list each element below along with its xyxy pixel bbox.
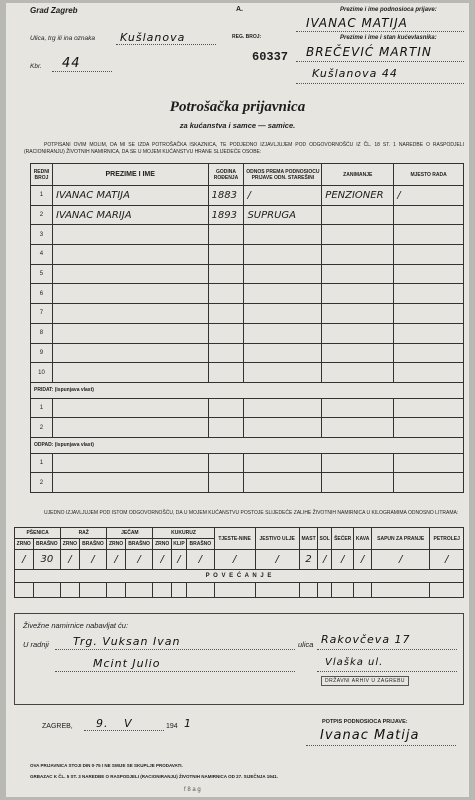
empty-cell xyxy=(52,418,208,438)
sub-jecam-brasno: BRAŠNO xyxy=(125,539,153,550)
price-note: OVA PRIJAVNICA STOJI DIN 0·75 I NE SMIJE SE SKUPLJE PRODAVATI. xyxy=(30,763,183,768)
group-secer: ŠEĆER xyxy=(332,528,354,550)
person-row xyxy=(31,205,464,225)
person-job xyxy=(322,304,394,324)
supply-value: / xyxy=(187,550,215,570)
sub-kukuruz-zrno: ZRNO xyxy=(153,539,172,550)
form-page xyxy=(6,3,469,797)
group-jecam: JEČAM xyxy=(107,528,153,539)
empty-cell xyxy=(244,453,322,473)
supply-value: / xyxy=(61,550,80,570)
person-row xyxy=(31,343,464,363)
sign-label: POTPIS PODNOSIOCA PRIJAVE: xyxy=(322,719,408,725)
shop1-underline xyxy=(55,649,295,650)
empty-cell xyxy=(322,453,394,473)
person-relation xyxy=(244,363,322,383)
group-psenica: PŠENICA xyxy=(15,528,61,539)
street-value: Kušlanova xyxy=(120,31,186,44)
col-header-place: MJESTO RADA xyxy=(394,164,464,186)
empty-cell xyxy=(394,398,464,418)
povecanje-label: P O V E Ć A N J E xyxy=(15,570,464,583)
person-place xyxy=(394,205,464,225)
person-name: IVANAC MATIJA xyxy=(52,186,208,206)
supply-value: / xyxy=(125,550,153,570)
empty-cell xyxy=(208,398,244,418)
group-petrolej: PETROLEJ xyxy=(430,528,464,550)
person-name xyxy=(52,363,208,383)
empty-cell xyxy=(52,473,208,493)
grocery-box xyxy=(14,613,464,705)
empty-cell xyxy=(208,453,244,473)
supplies-intro: UJEDNO IZJAVLJUJEM POD ISTOM ODGOVORNOŠĆU, DA U MOJEM KUĆANSTVU POSTOJE SLIJEDEĆE ZALIHE ŽIVOTNIH NAMIRNICA U KILOGRAMIMA ODNOSNO LITRAMA: xyxy=(44,510,459,516)
archive-stamp: DRŽAVNI ARHIV U ZAGREBU xyxy=(321,676,409,686)
section-pridat-label: PRIDAT: (ispunjava vlast) xyxy=(31,382,464,398)
person-no: 9 xyxy=(31,343,53,363)
person-relation xyxy=(244,225,322,245)
signature: Ivanac Matija xyxy=(320,728,420,743)
group-sapun: SAPUN ZA PRANJE xyxy=(371,528,430,550)
empty-cell xyxy=(394,453,464,473)
sub-raz-zrno: ZRNO xyxy=(61,539,80,550)
street1-underline xyxy=(317,649,457,650)
person-relation xyxy=(244,323,322,343)
person-job xyxy=(322,284,394,304)
person-row xyxy=(31,245,464,265)
person-no: 1 xyxy=(31,186,53,206)
empty-cell xyxy=(322,418,394,438)
empty-cell xyxy=(394,418,464,438)
owner-address-underline xyxy=(296,83,464,84)
group-sol: SOL xyxy=(318,528,332,550)
group-ulje: JESTIVO ULJE xyxy=(255,528,299,550)
empty-cell xyxy=(52,453,208,473)
owner-label: Prezime i ime i stan kućevlasnika: xyxy=(340,35,437,41)
row-no: 2 xyxy=(31,473,53,493)
section-odpad-label: ODPAD: (ispunjava vlast) xyxy=(31,437,464,453)
sub-psenica-zrno: ZRNO xyxy=(15,539,34,550)
person-year xyxy=(208,245,244,265)
person-relation: / xyxy=(244,186,322,206)
supplies-values-row xyxy=(15,550,464,570)
person-place xyxy=(394,363,464,383)
person-year xyxy=(208,284,244,304)
person-no: 4 xyxy=(31,245,53,265)
person-no: 5 xyxy=(31,264,53,284)
person-job xyxy=(322,205,394,225)
person-place xyxy=(394,264,464,284)
place-label: ZAGREB, xyxy=(42,723,73,730)
person-no: 7 xyxy=(31,304,53,324)
applicant-label: Prezime i ime podnosioca prijave: xyxy=(340,7,437,13)
sub-raz-brasno: BRAŠNO xyxy=(79,539,107,550)
pridat-row xyxy=(31,418,464,438)
person-no: 2 xyxy=(31,205,53,225)
persons-header-row xyxy=(31,164,464,186)
odpad-row xyxy=(31,453,464,473)
person-relation xyxy=(244,304,322,324)
person-name xyxy=(52,323,208,343)
person-name xyxy=(52,343,208,363)
signature-underline xyxy=(306,745,456,746)
person-year xyxy=(208,323,244,343)
bottom-stamp: f 8 a g xyxy=(184,787,201,793)
empty-cell xyxy=(244,473,322,493)
person-job xyxy=(322,225,394,245)
applicant-underline xyxy=(296,31,464,32)
supply-value: 30 xyxy=(33,550,61,570)
supply-value: / xyxy=(354,550,372,570)
reg-label: REG. BROJ: xyxy=(232,34,262,40)
person-row xyxy=(31,363,464,383)
empty-cell xyxy=(322,398,394,418)
person-job xyxy=(322,343,394,363)
supply-value: / xyxy=(214,550,255,570)
person-no: 3 xyxy=(31,225,53,245)
empty-cell xyxy=(208,473,244,493)
supply-value: / xyxy=(255,550,299,570)
empty-cell xyxy=(52,398,208,418)
supply-value: / xyxy=(371,550,430,570)
street2-value: Vlaška ul. xyxy=(325,657,384,668)
person-year xyxy=(208,304,244,324)
col-header-no: REDNI BROJ xyxy=(31,164,53,186)
reg-value: 60337 xyxy=(252,50,289,64)
letter-a: A. xyxy=(236,6,243,13)
col-header-year: GODINA ROĐENJA xyxy=(208,164,244,186)
sub-jecam-zrno: ZRNO xyxy=(107,539,126,550)
person-name xyxy=(52,245,208,265)
row-no: 1 xyxy=(31,453,53,473)
person-name xyxy=(52,304,208,324)
form-title: Potrošačka prijavnica xyxy=(169,99,306,115)
col-header-relation: ODNOS PREMA PODNOSIOCU PRIJAVE ODN. STAREŠINI xyxy=(244,164,322,186)
date-day: 9. xyxy=(96,717,109,730)
house-no-value: 44 xyxy=(62,56,81,71)
sub-psenica-brasno: BRAŠNO xyxy=(33,539,61,550)
applicant-value: IVANAC MATIJA xyxy=(306,16,408,30)
person-no: 10 xyxy=(31,363,53,383)
group-tjestenine: TJESTE-NINE xyxy=(214,528,255,550)
supply-value: / xyxy=(332,550,354,570)
persons-table xyxy=(30,163,464,493)
row-no: 1 xyxy=(31,398,53,418)
supplies-group-row xyxy=(15,528,464,539)
pridat-row xyxy=(31,398,464,418)
person-relation: SUPRUGA xyxy=(244,205,322,225)
person-relation xyxy=(244,284,322,304)
supply-value: / xyxy=(15,550,34,570)
shop2-underline xyxy=(55,671,295,672)
person-row xyxy=(31,323,464,343)
person-year: 1893 xyxy=(208,205,244,225)
supply-value: / xyxy=(171,550,186,570)
city-label: Grad Zagreb xyxy=(30,6,78,15)
empty-cell xyxy=(208,418,244,438)
odpad-row xyxy=(31,473,464,493)
year-suffix: 1 xyxy=(184,717,192,730)
person-row xyxy=(31,225,464,245)
person-job xyxy=(322,323,394,343)
person-row xyxy=(31,186,464,206)
intro-text: POTPISANI OVIM MOLIM, DA MI SE IZDA POTROŠAČKA ISKAZNICA, TE PODJEDNO IZJAVLJUJEM POD ODGOVORNOŠĆU IZ ČL. 18 ST. 1 NAREDBE O RASPODJELI (RACIONIRANJU) ŽIVOTNIH NAMIRNICA, DA SE U MOJEM KUĆANSTVU HRANE SLIJEDEĆE OSOBE: xyxy=(24,142,464,155)
person-year xyxy=(208,343,244,363)
person-place xyxy=(394,284,464,304)
povecanje-row xyxy=(15,570,464,583)
supply-value: / xyxy=(430,550,464,570)
col-header-job: ZANIMANJE xyxy=(322,164,394,186)
person-place xyxy=(394,304,464,324)
sub-kukuruz-brasno: BRAŠNO xyxy=(187,539,215,550)
supply-value: / xyxy=(318,550,332,570)
street-label-1: ulica xyxy=(298,640,314,649)
person-place xyxy=(394,245,464,265)
section-pridat-row xyxy=(31,382,464,398)
person-no: 8 xyxy=(31,323,53,343)
person-name xyxy=(52,264,208,284)
regulation-note: GRBAZAC K ČL. 5 ST. 3 NAREDBE O RASPODJELI (RACIONIRANJU) ŽIVOTNIH NAMIRNICA OD 27. SIJEČNJA 1941. xyxy=(30,774,278,779)
person-year xyxy=(208,225,244,245)
form-subtitle: za kućanstva i samce — samice. xyxy=(179,121,296,130)
owner-value: BREČEVIĆ MARTIN xyxy=(306,45,432,59)
sub-kukuruz-klip: KLIP xyxy=(171,539,186,550)
group-kukuruz: KUKURUZ xyxy=(153,528,214,539)
person-year: 1883 xyxy=(208,186,244,206)
person-year xyxy=(208,264,244,284)
povecanje-blank-row xyxy=(15,583,464,598)
empty-cell xyxy=(244,418,322,438)
person-place: / xyxy=(394,186,464,206)
person-year xyxy=(208,363,244,383)
person-job xyxy=(322,363,394,383)
street-underline xyxy=(116,44,216,45)
street2-underline xyxy=(317,671,457,672)
supply-value: / xyxy=(153,550,172,570)
date-underline xyxy=(84,730,164,731)
shop1-value: Trg. Vuksan Ivan xyxy=(73,635,181,648)
group-mast: MAST xyxy=(299,528,318,550)
supplies-table xyxy=(14,527,464,598)
house-no-underline xyxy=(52,71,112,72)
owner-address: Kušlanova 44 xyxy=(312,67,398,80)
person-no: 6 xyxy=(31,284,53,304)
supply-value: 2 xyxy=(299,550,318,570)
supply-value: / xyxy=(107,550,126,570)
person-row xyxy=(31,304,464,324)
street1-value: Rakovčeva 17 xyxy=(321,633,411,646)
person-relation xyxy=(244,264,322,284)
date-month: V xyxy=(124,717,133,730)
house-no-label: Kbr. xyxy=(30,63,42,70)
person-job xyxy=(322,245,394,265)
row-no: 2 xyxy=(31,418,53,438)
empty-cell xyxy=(244,398,322,418)
person-place xyxy=(394,225,464,245)
supply-value: / xyxy=(79,550,107,570)
col-header-name: PREZIME I IME xyxy=(52,164,208,186)
person-row xyxy=(31,264,464,284)
person-row xyxy=(31,284,464,304)
empty-cell xyxy=(394,473,464,493)
person-relation xyxy=(244,343,322,363)
section-odpad-row xyxy=(31,437,464,453)
person-place xyxy=(394,343,464,363)
group-kava: KAVA xyxy=(354,528,372,550)
person-place xyxy=(394,323,464,343)
person-name xyxy=(52,284,208,304)
person-job: PENZIONER xyxy=(322,186,394,206)
owner-underline xyxy=(296,61,464,62)
person-job xyxy=(322,264,394,284)
person-name: IVANAC MARIJA xyxy=(52,205,208,225)
in-shop-label: U radnji xyxy=(23,640,49,649)
street-label: Ulica, trg ili ina oznaka xyxy=(30,35,96,42)
grocery-title: Živežne namirnice nabavljat ću: xyxy=(23,621,129,630)
empty-cell xyxy=(322,473,394,493)
year-prefix: 194 xyxy=(166,723,178,730)
person-name xyxy=(52,225,208,245)
shop2-value: Mcint Julio xyxy=(93,657,161,670)
person-relation xyxy=(244,245,322,265)
group-raz: RAŽ xyxy=(61,528,107,539)
